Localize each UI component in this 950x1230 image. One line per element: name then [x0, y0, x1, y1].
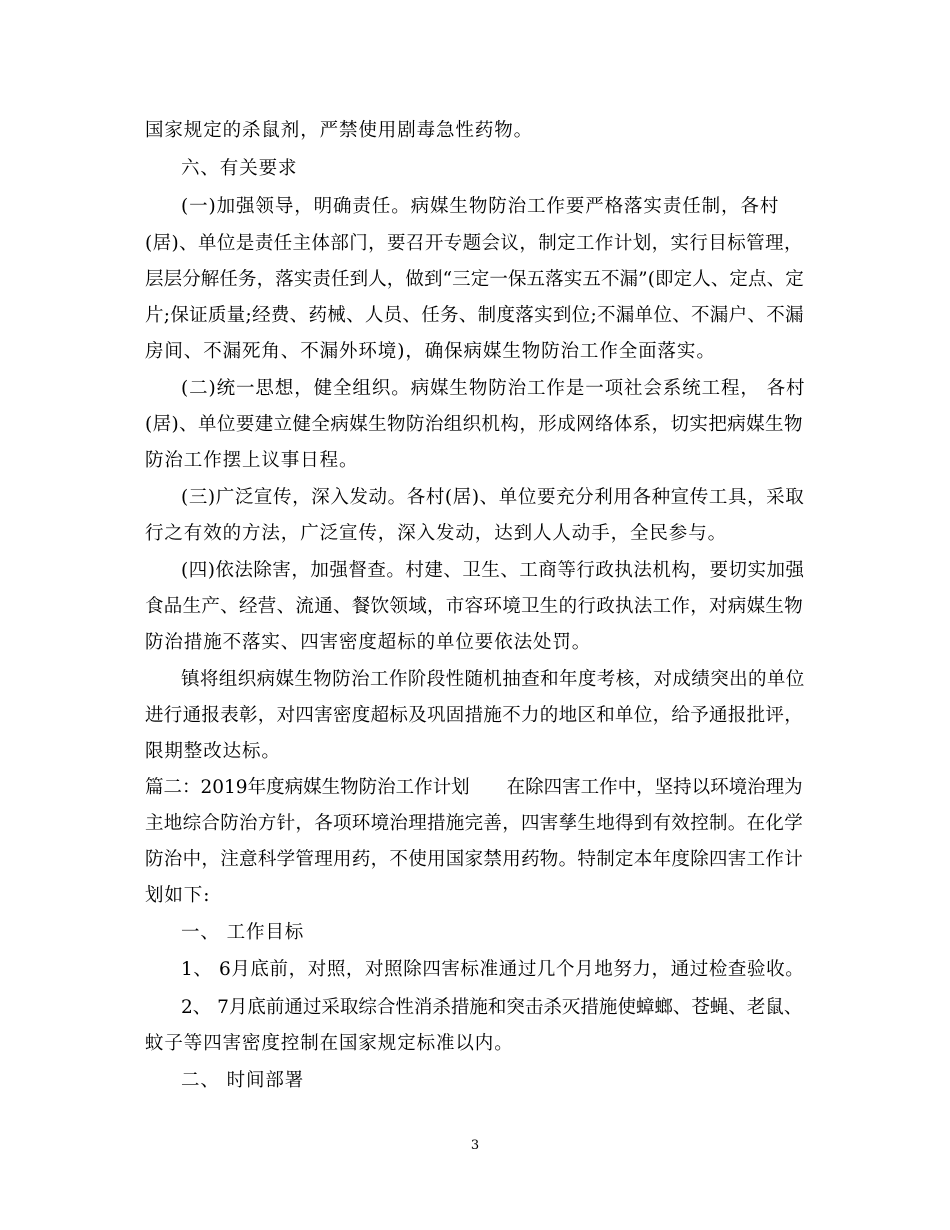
section-heading: 二、 时间部署 [181, 1070, 305, 1091]
text-line: 限期整改达标。 [145, 741, 281, 762]
text-line: (三)广泛宣传，深入发动。各村(居)、单位要充分利用各种宣传工具，采取 [181, 487, 805, 508]
text-line: (四)依法除害，加强督查。村建、卫生、工商等行政执法机构，要切实加强 [181, 560, 805, 581]
text-line: 防治工作摆上议事日程。 [145, 450, 359, 471]
text-line: 行之有效的方法，广泛宣传，深入发动，达到人人动手，全民参与。 [145, 523, 728, 544]
text-line: 防治中，注意科学管理用药，不使用国家禁用药物。特制定本年度除四害工作计 [145, 849, 804, 870]
text-line: 2、 7月底前通过采取综合性消杀措施和突击杀灭措施使蟑螂、苍蝇、老鼠、 [181, 997, 803, 1018]
text-line: 蚊子等四害密度控制在国家规定标准以内。 [145, 1033, 514, 1054]
text-line: 国家规定的杀鼠剂，严禁使用剧毒急性药物。 [145, 120, 534, 141]
text-line: 篇二：2019年度病媒生物防治工作计划 在除四害工作中，坚持以环境治理为 [145, 777, 803, 798]
text-line: 镇将组织病媒生物防治工作阶段性随机抽查和年度考核，对成绩突出的单位 [181, 669, 805, 690]
text-line: (一)加强领导，明确责任。病媒生物防治工作要严格落实责任制，各村 [181, 196, 780, 217]
text-line: 划如下: [145, 885, 211, 906]
text-line: 进行通报表彰，对四害密度超标及巩固措施不力的地区和单位，给予通报批评， [145, 705, 804, 726]
text-line: 食品生产、经营、流通、餐饮领域，市容环境卫生的行政执法工作，对病媒生物 [145, 596, 804, 617]
section-heading: 一、 工作目标 [181, 922, 305, 943]
text-line: 片;保证质量;经费、药械、人员、任务、制度落实到位;不漏单位、不漏户、不漏 [145, 305, 804, 326]
text-line: 主地综合防治方针，各项环境治理措施完善，四害孳生地得到有效控制。在化学 [145, 813, 804, 834]
text-line: (居)、单位要建立健全病媒生物防治组织机构，形成网络体系，切实把病媒生物 [145, 414, 803, 435]
text-line: (居)、单位是责任主体部门，要召开专题会议，制定工作计划，实行目标管理， [145, 233, 803, 254]
text-line: 层层分解任务，落实责任到人，做到“三定一保五落实五不漏”(即定人、定点、定 [145, 269, 804, 290]
text-line: 1、 6月底前，对照，对照除四害标准通过几个月地努力，通过检查验收。 [181, 959, 805, 980]
text-line: (二)统一思想，健全组织。病媒生物防治工作是一项社会系统工程， 各村 [181, 378, 806, 399]
section-heading: 六、有关要求 [181, 158, 298, 179]
text-line: 房间、不漏死角、不漏外环境)，确保病媒生物防治工作全面落实。 [145, 341, 716, 362]
text-line: 防治措施不落实、四害密度超标的单位要依法处罚。 [145, 632, 592, 653]
page-number: 3 [470, 1138, 480, 1153]
